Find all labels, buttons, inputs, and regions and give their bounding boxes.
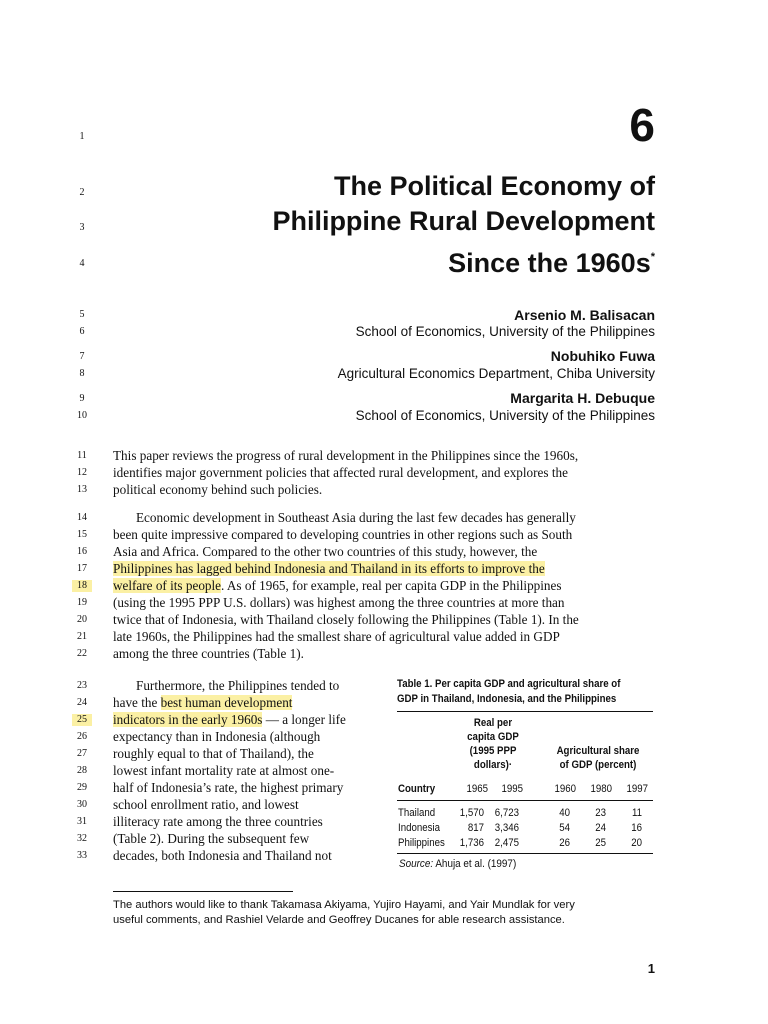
line-number-highlighted: 25 [72, 714, 92, 726]
table-column-header-country: Country [398, 783, 436, 795]
table-cell: 25 [595, 837, 606, 849]
table-group-header: of GDP (percent) [559, 759, 637, 771]
table-cell: 11 [631, 807, 642, 819]
paragraph-text: have the [113, 695, 161, 710]
line-number: 23 [77, 680, 87, 691]
table-cell: 817 [467, 822, 484, 834]
page-number: 1 [647, 961, 655, 976]
abstract-line: identifies major government policies that affected rural development, and explores the [113, 465, 568, 480]
author-affiliation-2: Agricultural Economics Department, Chiba University [337, 366, 655, 381]
paragraph-line: late 1960s, the Philippines had the smallest share of agricultural value added in GDP [113, 629, 560, 644]
table-caption-line: Table 1. Per capita GDP and agricultural share of [397, 678, 621, 690]
table-source [399, 857, 516, 871]
table-header-rule [397, 800, 653, 801]
paragraph-line [113, 577, 562, 594]
table-source-text: Ahuja et al. (1997) [433, 858, 517, 870]
paragraph-line: Economic development in Southeast Asia during the last few decades has generally [136, 510, 576, 525]
table-column-header-year: 1995 [501, 783, 523, 795]
line-number: 30 [77, 799, 87, 810]
line-number: 21 [77, 631, 87, 642]
line-number: 32 [77, 833, 87, 844]
line-number: 1 [79, 131, 85, 142]
table-group-header: (1995 PPP [469, 745, 517, 757]
line-number: 2 [79, 187, 85, 198]
paragraph-line: Asia and Africa. Compared to the other two countries of this study, however, the [113, 544, 538, 559]
paragraph-line: twice that of Indonesia, with Thailand closely following the Philippines (Table 1). In the [113, 612, 579, 627]
table-column-header-year: 1965 [466, 783, 488, 795]
footnote-line: useful comments, and Rashiel Velarde and Geoffrey Ducanes for able research assistance. [113, 914, 565, 926]
table-cell: 54 [559, 822, 570, 834]
line-number: 16 [77, 546, 87, 557]
table-cell-country: Thailand [398, 807, 436, 819]
line-number: 28 [77, 765, 87, 776]
chapter-number: 6 [629, 99, 655, 151]
table-cell: 40 [559, 807, 570, 819]
table-cell-country: Philippines [398, 837, 445, 849]
line-number: 8 [79, 368, 85, 379]
author-name-2: Nobuhiko Fuwa [550, 348, 655, 364]
highlighted-text: Philippines has lagged behind Indonesia and Thailand in its efforts to improve the [113, 561, 545, 576]
table-cell: 2,475 [494, 837, 519, 849]
line-number: 4 [79, 258, 85, 269]
line-number: 14 [77, 512, 87, 523]
paragraph-line [113, 694, 292, 711]
paragraph-line: (Table 2). During the subsequent few [113, 831, 310, 846]
table-group-header: Real per [473, 717, 513, 729]
paragraph-text: — a longer life [262, 712, 346, 727]
table-cell: 20 [631, 837, 642, 849]
chapter-title-line-3 [448, 240, 655, 280]
line-number: 27 [77, 748, 87, 759]
table-cell: 1,570 [459, 807, 484, 819]
table-column-header-year: 1980 [590, 783, 612, 795]
line-number: 24 [77, 697, 87, 708]
line-number: 31 [77, 816, 87, 827]
table-top-rule [397, 711, 653, 712]
line-number: 33 [77, 850, 87, 861]
paragraph-line: (using the 1995 PPP U.S. dollars) was highest among the three countries at more than [113, 595, 565, 610]
line-number: 12 [77, 467, 87, 478]
paragraph-line [113, 560, 545, 577]
table-caption-line: GDP in Thailand, Indonesia, and the Philippines [397, 693, 617, 705]
line-number: 26 [77, 731, 87, 742]
title-footnote-mark: * [650, 251, 655, 263]
paragraph-line: roughly equal to that of Thailand), the [113, 746, 314, 761]
paragraph-text: . As of 1965, for example, real per capita GDP in the Philippines [221, 578, 562, 593]
table-cell: 3,346 [494, 822, 519, 834]
paragraph-line: Furthermore, the Philippines tended to [136, 678, 340, 693]
table-cell: 1,736 [459, 837, 484, 849]
highlighted-text: welfare of its people [113, 578, 222, 593]
paragraph-line: expectancy than in Indonesia (although [113, 729, 321, 744]
line-number: 6 [79, 326, 85, 337]
footnote-line: The authors would like to thank Takamasa Akiyama, Yujiro Hayami, and Yair Mundlak for very [113, 899, 575, 911]
table-source-label: Source: [399, 858, 434, 870]
table-cell-country: Indonesia [398, 822, 440, 834]
highlighted-text: indicators in the early 1960s [113, 712, 263, 727]
author-affiliation-1: School of Economics, University of the Philippines [355, 324, 655, 339]
highlighted-text: best human development [160, 695, 293, 710]
abstract-line: political economy behind such policies. [113, 482, 323, 497]
line-number: 15 [77, 529, 87, 540]
paragraph-line: illiteracy rate among the three countries [113, 814, 323, 829]
author-name-3: Margarita H. Debuque [510, 390, 655, 406]
table-column-header-year: 1997 [626, 783, 648, 795]
author-affiliation-3: School of Economics, University of the Philippines [355, 408, 655, 423]
line-number: 5 [79, 309, 85, 320]
table-cell: 24 [595, 822, 606, 834]
paragraph-line: been quite impressive compared to developing countries in other regions such as South [113, 527, 573, 542]
table-group-header: Agricultural share [556, 745, 640, 757]
footnote-rule [113, 891, 293, 892]
line-number: 17 [77, 563, 87, 574]
author-name-1: Arsenio M. Balisacan [514, 307, 655, 323]
table-cell: 16 [631, 822, 642, 834]
table-cell: 26 [559, 837, 570, 849]
paragraph-line: school enrollment ratio, and lowest [113, 797, 299, 812]
abstract-line: This paper reviews the progress of rural development in the Philippines since the 1960s, [113, 448, 579, 463]
table-cell: 6,723 [494, 807, 519, 819]
table-group-header: dollars)· [473, 759, 513, 771]
line-number: 20 [77, 614, 87, 625]
paragraph-line: lowest infant mortality rate at almost one- [113, 763, 335, 778]
line-number: 3 [79, 222, 85, 233]
paragraph-line: decades, both Indonesia and Thailand not [113, 848, 332, 863]
table-column-header-year: 1960 [554, 783, 576, 795]
table-bottom-rule [397, 853, 653, 854]
line-number: 7 [79, 351, 85, 362]
line-number: 9 [79, 393, 85, 404]
line-number: 22 [77, 648, 87, 659]
chapter-title-text: Since the 1960s [448, 248, 651, 278]
line-number: 11 [77, 450, 87, 461]
line-number: 10 [77, 410, 87, 421]
line-number: 13 [77, 484, 87, 495]
line-number-highlighted: 18 [72, 580, 92, 592]
paragraph-line: half of Indonesia’s rate, the highest primary [113, 780, 344, 795]
line-number: 19 [77, 597, 87, 608]
paragraph-line: among the three countries (Table 1). [113, 646, 304, 661]
table-group-header: capita GDP [467, 731, 519, 743]
line-number: 29 [77, 782, 87, 793]
paragraph-line [113, 711, 346, 728]
table-cell: 23 [595, 807, 606, 819]
chapter-title-line-2: Philippine Rural Development [272, 206, 655, 236]
chapter-title-line-1: The Political Economy of [333, 171, 655, 201]
